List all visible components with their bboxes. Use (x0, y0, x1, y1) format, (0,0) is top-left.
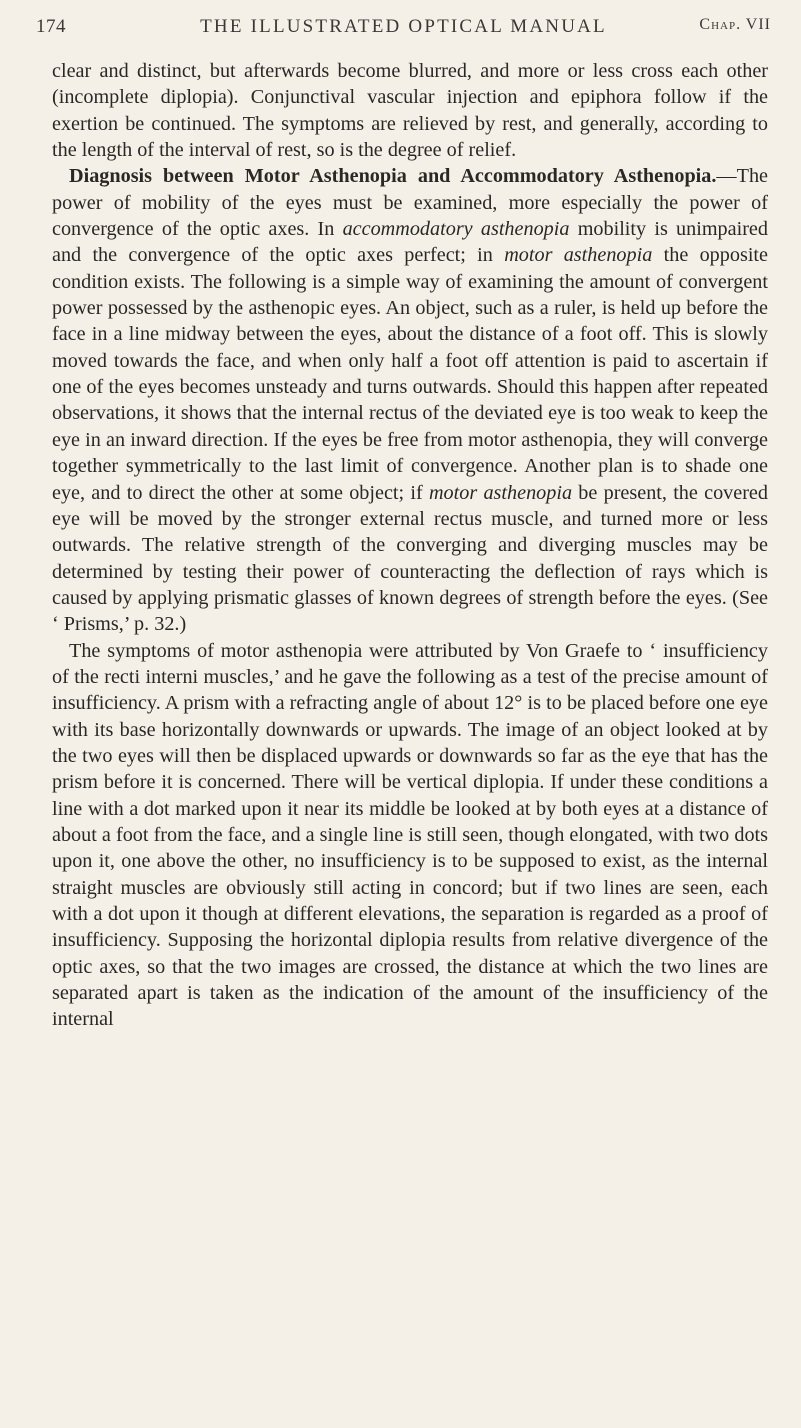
running-header (36, 16, 771, 46)
paragraph-text: the opposite condition exists. The following is a simple way of examining the amount of convergent power possessed by the asthenopic eyes. An object, such as a ruler, is held up before the face in a line midway between the eyes, about the distance of a foot off. This is slowly moved towards the face, and when only half a foot off attention is paid to ascertain if one of the eyes becomes unsteady and turns outwards. Should this happen after repeated observations, it shows that the internal rectus of the deviated eye is too weak to keep the eye in an inward direction. If the eyes be free from motor asthenopia, they will converge together symmetrically to the last limit of convergence. Another plan is to shade one eye, and to direct the other at some object; if (52, 244, 768, 504)
body-text (52, 58, 768, 1033)
section-heading: Diagnosis between Motor Asthenopia and Accommodatory Asthenopia. (69, 165, 717, 188)
paragraph-text: be present, the covered eye will be moved by the stronger external rectus muscle, and turned more or less outwards. The relative strength of the converging and diverging muscles may be determined by testing their power of counteracting the deflection of rays which is caused by applying prismatic glasses of known degrees of strength before the eyes. (See ‘ Prisms,’ p. 32.) (52, 481, 768, 636)
paragraph-von-graefe: The symptoms of motor asthenopia were attributed by Von Graefe to ‘ insufficiency of the recti interni muscles,’ and he gave the following as a test of the precise amount of insufficiency. A prism with a refracting angle of about 12° is to be placed before one eye with its base horizontally downwards or upwards. The image of an object looked at by the two eyes will then be displaced upwards or downwards so far as the eye that has the prism before it is concerned. There will be vertical diplopia. If under these conditions a line with a dot marked upon it near its middle be looked at by both eyes at a distance of about a foot from the face, and a single line is still seen, though elongated, with two dots upon it, one above the other, no insufficiency is to be supposed to exist, as the internal straight muscles are obviously still acting in concord; but if two lines are seen, each with a dot upon it though at different elevations, the separation is regarded as a proof of insufficiency. Supposing the horizontal diplopia results from relative divergence of the optic axes, so that the two images are crossed, the distance at which the two lines are separated apart is taken as the indication of the amount of the insufficiency of the internal (52, 639, 768, 1031)
italic-term: accommodatory asthenopia (342, 218, 570, 241)
paragraph-continuation: clear and distinct, but afterwards become blurred, and more or less cross each other (incomplete diplopia). Conjunctival vascular injection and epiphora follow if the exertion be continued. The symptoms are relieved by rest, and generally, according to the length of the interval of rest, so is the degree of relief. (52, 60, 768, 162)
paragraph-text: mobility is unimpaired and the convergence of the optic axes perfect; in (52, 218, 768, 267)
italic-term: motor asthenopia (504, 244, 653, 267)
page-number: 174 (36, 16, 66, 37)
italic-term: motor asthenopia (428, 481, 573, 504)
chapter-label: Chap. VII (699, 16, 771, 33)
paragraph-text: —The power of mobility of the eyes must be examined, more especially the power of convergence of the optic axes. In (52, 165, 768, 241)
paragraph-diagnosis (52, 163, 768, 637)
running-title: THE ILLUSTRATED OPTICAL MANUAL (200, 16, 607, 37)
